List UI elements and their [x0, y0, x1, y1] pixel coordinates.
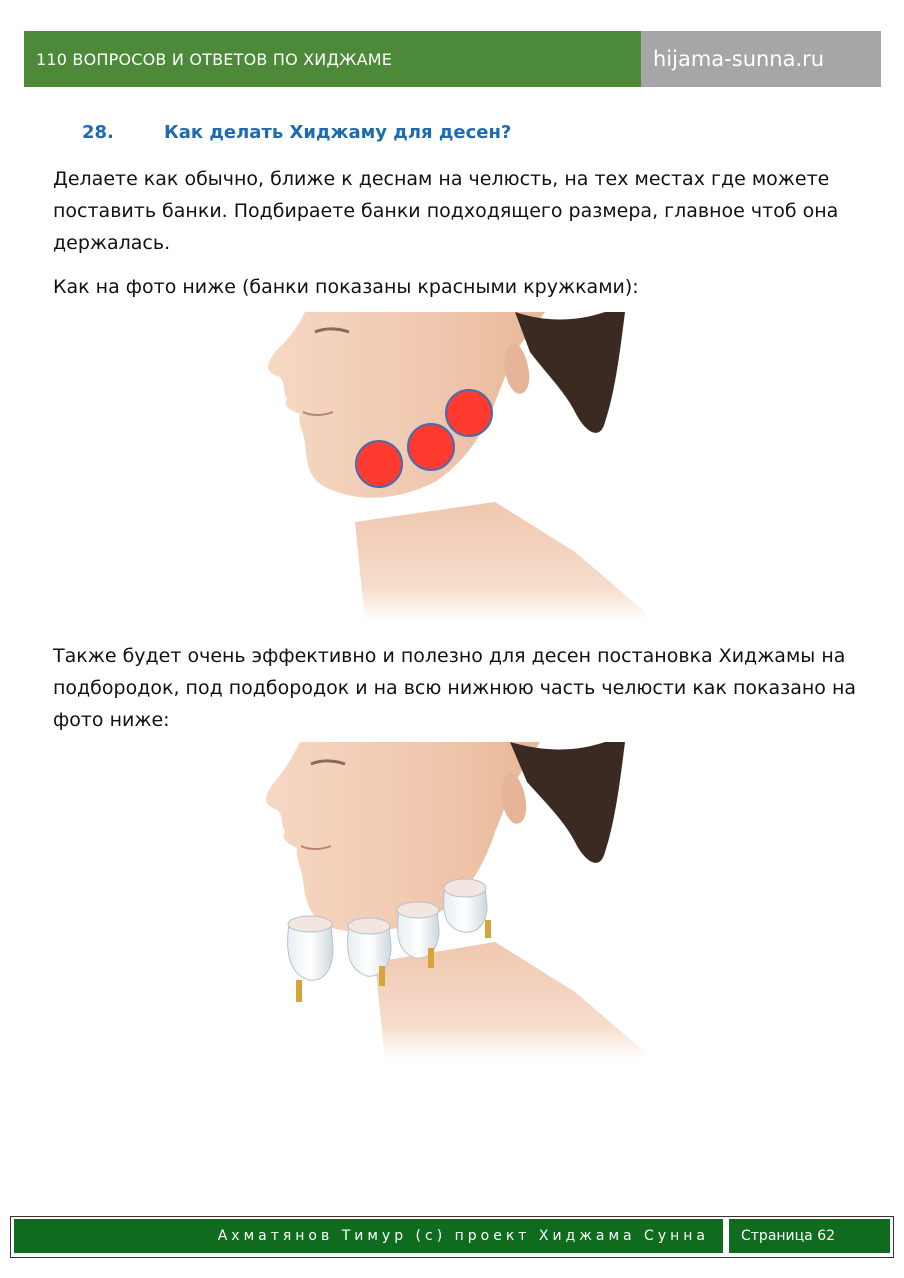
face-shape: [266, 742, 540, 932]
cupping-cup: [444, 879, 491, 938]
cupping-cup: [348, 918, 391, 986]
footer-author: Ахматянов Тимур (с) проект Хиджама Сунна: [14, 1219, 723, 1253]
site-name: hijama-sunna.ru: [641, 31, 881, 87]
figure-face-with-cup-markers: [245, 312, 665, 622]
face-profile-illustration: [245, 312, 665, 622]
figure-face-with-cups: [245, 742, 665, 1060]
paragraph-instructions: Делаете как обычно, ближе к деснам на челюсть, на тех местах где можете поставить банки. Подбираете банки подходящего размера, главное чтоб она держалась.: [53, 168, 839, 254]
hair-shape: [515, 312, 625, 433]
question-number: 28.: [82, 122, 114, 143]
ear-shape: [502, 772, 527, 824]
cup-marker: [408, 424, 454, 470]
cup-marker: [446, 390, 492, 436]
paragraph-chin-cupping: Также будет очень эффективно и полезно для десен постановка Хиджамы на подбородок, под подбородок и на всю нижнюю часть челюсти как показано на фото ниже:: [53, 645, 857, 731]
page-header: [24, 31, 881, 87]
face-shape: [268, 312, 545, 498]
paragraph-photo-caption: Как на фото ниже (банки показаны красными кружками):: [53, 276, 639, 298]
face-with-cups-illustration: [245, 742, 665, 1060]
hair-shape: [510, 742, 625, 863]
question-title: Как делать Хиджаму для десен?: [164, 122, 512, 143]
question-heading: [82, 122, 511, 143]
book-title: 110 ВОПРОСОВ И ОТВЕТОВ ПО ХИДЖАМЕ: [24, 31, 641, 87]
cup-marker: [356, 441, 402, 487]
page-number: Страница 62: [729, 1219, 890, 1253]
ear-shape: [505, 342, 530, 394]
cupping-cup: [288, 916, 333, 1002]
